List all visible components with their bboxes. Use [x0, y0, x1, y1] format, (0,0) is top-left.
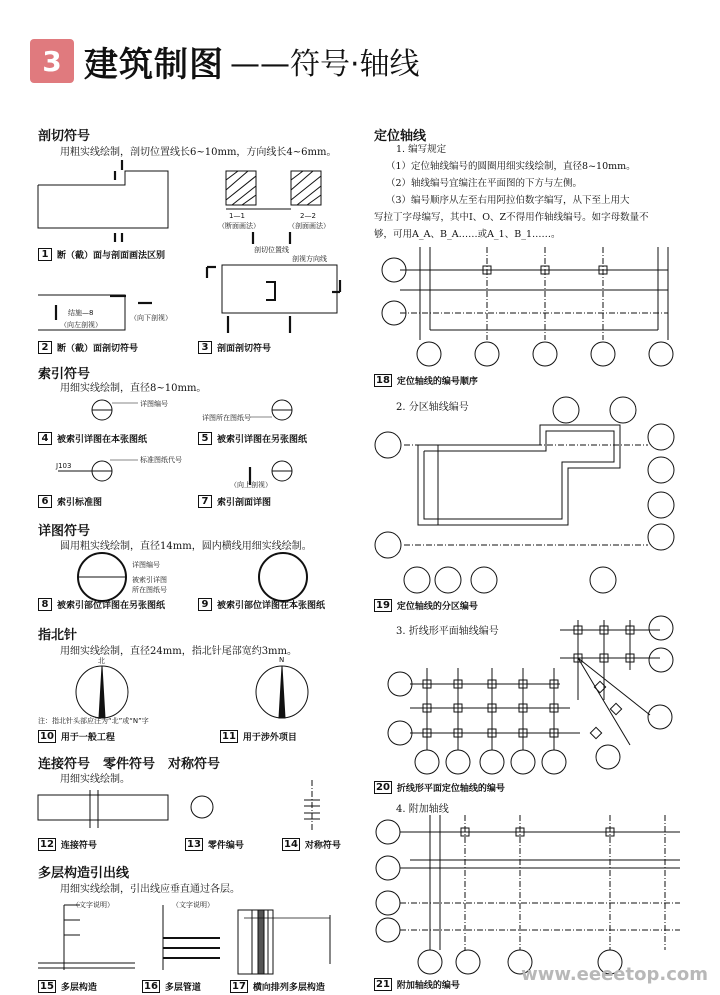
section-title-section: 连接符号 零件符号 对称符号 — [38, 757, 221, 772]
label: （向上剖视） — [230, 481, 272, 489]
section-desc: 用细实线绘制，直径8~10mm。 — [60, 383, 207, 394]
label: 结施—8 — [68, 309, 94, 317]
label: （剖面画法） — [288, 222, 330, 230]
label: 被索引详图 — [132, 576, 167, 584]
paragraph: 写拉丁字母编写，其中I、O、Z不得用作轴线编号。如字母数量不 — [374, 212, 649, 223]
figure-caption: 9 被索引部位详图在本张图纸 — [198, 598, 325, 611]
compass-graphics — [76, 666, 308, 718]
label: J103 — [56, 462, 72, 470]
fig1-graphic — [38, 160, 321, 242]
chapter-number-badge: 3 — [30, 39, 74, 83]
paragraph: （1）定位轴线编号的圆圈用细实线绘制，直径8~10mm。 — [386, 161, 636, 172]
section-title-section: 指北针 — [38, 628, 78, 643]
section-title-section: 索引符号 — [38, 367, 91, 382]
figure-caption: 19 定位轴线的分区编号 — [376, 600, 478, 612]
watermark: www.eeeetop.com — [521, 964, 708, 985]
figure-caption: 8 被索引部位详图在另张图纸 — [38, 598, 165, 611]
label: （文字说明） — [72, 901, 114, 909]
figure-caption: 16 多层管道 — [144, 981, 201, 993]
figure-caption: 18 定位轴线的编号顺序 — [376, 375, 478, 387]
figure-caption: 17 横向排列多层构造 — [232, 981, 325, 993]
figure-caption: 3 剖面剖切符号 — [198, 341, 271, 354]
label: （断面画法） — [218, 222, 260, 230]
subheading: 3. 折线形平面轴线编号 — [396, 626, 499, 637]
paragraph: 够，可用A_A、B_A……或A_1、B_1……。 — [374, 229, 561, 240]
section-desc: 用粗实线绘制，剖切位置线长6~10mm，方向线长4~6mm。 — [60, 147, 337, 158]
fig20-graphic — [388, 616, 673, 774]
label: 1—1 — [229, 212, 245, 220]
label: 北 — [98, 657, 105, 665]
page-title: 建筑制图 — [84, 44, 224, 85]
label: N — [279, 656, 285, 664]
figure-caption: 4 被索引详图在本张图纸 — [38, 432, 147, 445]
label: 详图编号 — [132, 561, 160, 569]
figure-caption: 5 被索引详图在另张图纸 — [198, 432, 307, 445]
subheading: 4. 附加轴线 — [396, 804, 449, 815]
label: （向下剖视） — [130, 314, 172, 322]
page-subtitle: ——符号·轴线 — [230, 47, 420, 82]
figure-caption: 6 索引标准图 — [38, 495, 102, 508]
paragraph: （3）编号顺序从左至右用阿拉伯数字编写，从下至上用大 — [386, 195, 630, 206]
label: 2—2 — [300, 212, 316, 220]
section-desc: 用细实线绘制，直径24mm，指北针尾部宽约3mm。 — [60, 646, 298, 657]
section-title-section: 定位轴线 — [374, 129, 427, 144]
figure-caption: 11 用于涉外项目 — [222, 731, 297, 743]
multilayer-graphics — [38, 905, 330, 974]
label: 剖切位置线 — [254, 246, 289, 254]
section-title-section: 剖切符号 — [38, 129, 91, 144]
section-title-section: 多层构造引出线 — [38, 866, 130, 881]
subheading: 2. 分区轴线编号 — [396, 402, 469, 413]
figure-caption: 7 索引剖面详图 — [198, 495, 271, 508]
label: （向左剖视） — [60, 321, 102, 329]
section-desc: 圆用粗实线绘制，直径14mm，圆内横线用细实线绘制。 — [60, 541, 312, 552]
figure-caption: 15 多层构造 — [40, 981, 97, 993]
label: 剖视方向线 — [292, 255, 327, 263]
note: 注：指北针头部应注为“北”或“N”字 — [38, 717, 149, 725]
label: 详图编号 — [140, 400, 168, 408]
paragraph: 1. 编写规定 — [396, 144, 447, 155]
connect-symbols — [38, 780, 320, 830]
fig21-graphic — [376, 815, 680, 974]
label: 所在图纸号 — [132, 586, 167, 594]
fig18-graphic — [382, 247, 673, 366]
section-desc: 用细实线绘制，引出线应垂直通过各层。 — [60, 884, 240, 895]
label: （文字说明） — [172, 901, 214, 909]
label: 标准图纸代号 — [140, 456, 182, 464]
figure-caption: 1 断（截）面与剖面画法区别 — [38, 248, 165, 261]
figure-caption: 14 对称符号 — [284, 839, 341, 851]
section-title-section: 详图符号 — [38, 524, 91, 539]
figure-caption: 21 附加轴线的编号 — [376, 979, 460, 991]
section-desc: 用细实线绘制。 — [60, 774, 130, 785]
figure-caption: 12 连接符号 — [40, 839, 97, 851]
paragraph: （2）轴线编号宜编注在平面图的下方与左侧。 — [386, 178, 583, 189]
figure-caption: 2 断（截）面剖切符号 — [38, 341, 138, 354]
figure-caption: 20 折线形平面定位轴线的编号 — [376, 782, 505, 794]
label: 详图所在图纸号 — [202, 414, 251, 422]
figure-caption: 13 零件编号 — [187, 839, 244, 851]
detail-circles — [78, 553, 307, 601]
figure-caption: 10 用于一般工程 — [40, 731, 115, 743]
fig19-graphic — [375, 397, 674, 593]
